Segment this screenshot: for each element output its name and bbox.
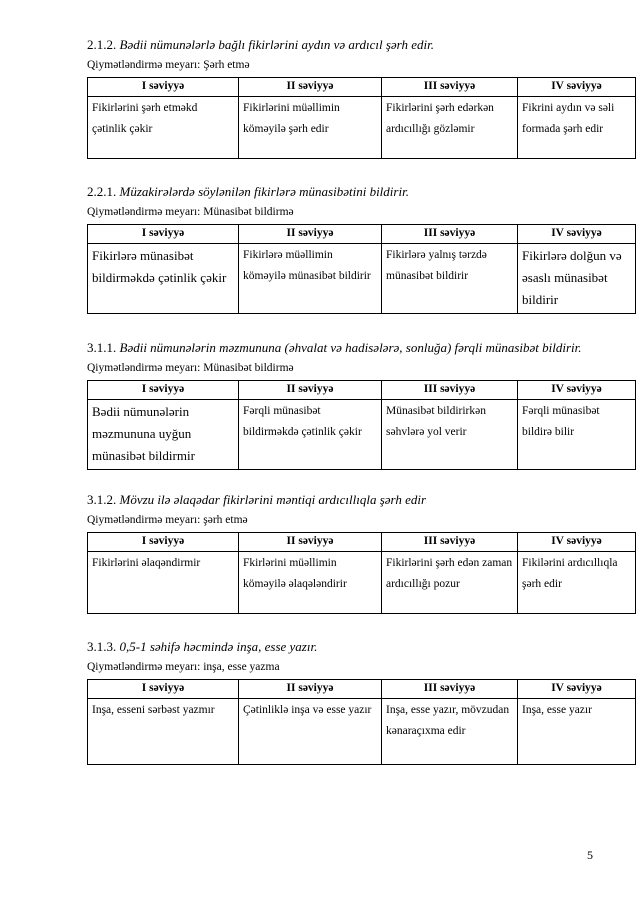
table-header-row [88,225,636,244]
criteria-label: Qiymətləndirmə meyarı: Münasibət bildirmə [87,206,294,218]
section-number: 2.2.1. [87,184,117,199]
cell-level-3: Münasibət bildirirkən səhvlərə yol verir [382,400,518,470]
cell-level-2: Çətinliklə inşa və esse yazır [239,699,382,765]
table-header-row [88,680,636,699]
cell-level-1: Inşa, esseni sərbəst yazmır [88,699,239,765]
header-level-4: IV səviyyə [518,381,636,400]
table-row [88,400,636,470]
cell-level-3: Inşa, esse yazır, mövzudan kənaraçıxma edir [382,699,518,765]
section-heading [87,492,599,508]
section-heading [87,639,599,655]
table-row [88,97,636,159]
cell-level-4: Fikilərini ardıcıllıqla şərh edir [518,552,636,614]
section-number: 3.1.1. [87,340,117,355]
table-row [88,244,636,314]
header-level-4: IV səviyyə [518,680,636,699]
cell-level-1: Bədii nümunələrin məzmununa uyğun münasibət bildirmir [88,400,239,470]
cell-level-1: Fikirlərə münasibət bildirməkdə çətinlik çəkir [88,244,239,314]
cell-level-2: Fkirlərini müəllimin köməyilə əlaqələndirir [239,552,382,614]
header-level-2: II səviyyə [239,225,382,244]
table-row [88,699,636,765]
header-level-2: II səviyyə [239,680,382,699]
levels-table [87,380,636,470]
section-title: Bədii nümunələrin məzmununa (əhvalat və hadisələrə, sonluğa) fərqli münasibət bildirir. [119,340,582,355]
criteria-label: Qiymətləndirmə meyarı: inşa, esse yazma [87,661,280,673]
section-3-1-1 [87,340,602,470]
section-heading [87,184,599,200]
criteria-label: Qiymətləndirmə meyarı: Münasibət bildirmə [87,362,294,374]
header-level-4: IV səviyyə [518,533,636,552]
cell-level-2: Fikirlərini müəllimin köməyilə şərh edir [239,97,382,159]
section-3-1-2 [87,492,618,614]
cell-level-2: Fərqli münasibət bildirməkdə çətinlik çəkir [239,400,382,470]
section-heading [87,340,599,356]
table-header-row [88,381,636,400]
table-header-row [88,78,636,97]
cell-level-4: Fikrini aydın və səli formada şərh edir [518,97,636,159]
cell-level-1: Fikirlərini şərh etməkd çətinlik çəkir [88,97,239,159]
header-level-4: IV səviyyə [518,78,636,97]
header-level-2: II səviyyə [239,381,382,400]
table-header-row [88,533,636,552]
section-number: 3.1.3. [87,639,117,654]
cell-level-4: Inşa, esse yazır [518,699,636,765]
header-level-2: II səviyyə [239,533,382,552]
cell-level-3: Fikirlərini şərh edən zaman ardıcıllığı pozur [382,552,518,614]
section-number: 3.1.2. [87,492,117,507]
header-level-2: II səviyyə [239,78,382,97]
levels-table [87,532,636,614]
header-level-1: I səviyyə [88,78,239,97]
section-title: Mövzu ilə əlaqədar fikirlərini məntiqi ardıcıllıqla şərh edir [119,492,427,507]
levels-table [87,77,636,159]
section-2-2-1 [87,184,622,314]
cell-level-1: Fikirlərini əlaqəndirmir [88,552,239,614]
criteria-label: Qiymətləndirmə meyarı: Şərh etmə [87,59,250,71]
levels-table [87,679,636,765]
header-level-1: I səviyyə [88,533,239,552]
cell-level-4: Fərqli münasibət bildirə bilir [518,400,636,470]
section-2-1-2 [87,37,615,159]
criteria-label: Qiymətləndirmə meyarı: şərh etmə [87,514,248,526]
cell-level-2: Fikirlərə müəllimin köməyilə münasibət bildirir [239,244,382,314]
section-3-1-3 [87,639,602,765]
section-number: 2.1.2. [87,37,117,52]
header-level-3: III səviyyə [382,533,518,552]
section-title: Müzakirələrdə söylənilən fikirlərə münasibətini bildirir. [119,184,409,199]
page-number: 5 [587,848,593,862]
section-heading [87,37,599,53]
header-level-1: I səviyyə [88,680,239,699]
header-level-1: I səviyyə [88,225,239,244]
cell-level-3: Fikirlərini şərh edərkən ardıcıllığı gözləmir [382,97,518,159]
header-level-1: I səviyyə [88,381,239,400]
header-level-3: III səviyyə [382,381,518,400]
levels-table [87,224,636,314]
cell-level-3: Fikirlərə yalnış tərzdə münasibət bildirir [382,244,518,314]
header-level-3: III səviyyə [382,78,518,97]
cell-level-4: Fikirlərə dolğun və əsaslı münasibət bildirir [518,244,636,314]
header-level-4: IV səviyyə [518,225,636,244]
table-row [88,552,636,614]
section-title: 0,5-1 səhifə həcmində inşa, esse yazır. [119,639,318,654]
section-title: Bədii nümunələrlə bağlı fikirlərini aydın və ardıcıl şərh edir. [119,37,434,52]
header-level-3: III səviyyə [382,225,518,244]
header-level-3: III səviyyə [382,680,518,699]
